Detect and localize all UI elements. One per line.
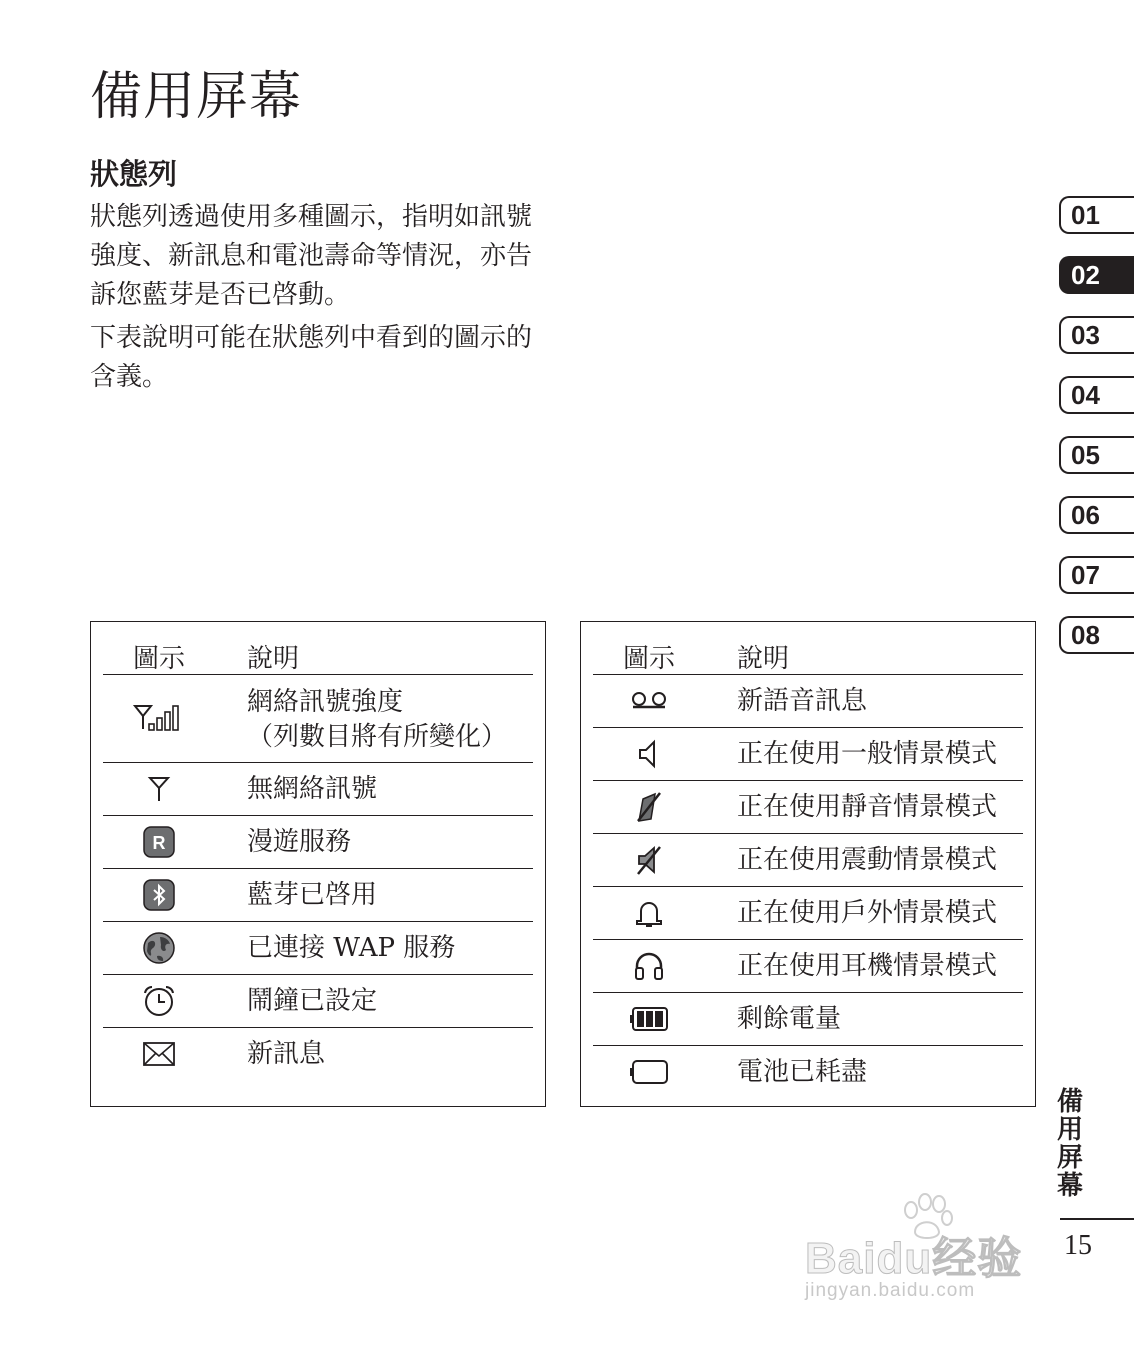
- row-description: 電池已耗盡: [737, 1057, 868, 1087]
- status-icons-table-left: [90, 621, 546, 1107]
- row-description: 鬧鐘已設定: [247, 986, 378, 1016]
- row-description: 網絡訊號強度: [247, 687, 404, 717]
- table-row: [593, 887, 1023, 940]
- table-row: [103, 675, 533, 763]
- row-description: 正在使用震動情景模式: [737, 845, 998, 875]
- roaming-icon: [131, 826, 187, 858]
- intro-paragraph: 狀態列透過使用多種圖示，指明如訊號強度、新訊息和電池壽命等情況，亦告訴您藍芽是否已啓動。: [90, 202, 533, 310]
- table-row: [593, 781, 1023, 834]
- headset-icon: [621, 949, 677, 983]
- chapter-tab-04[interactable]: 04: [1059, 376, 1134, 414]
- chapter-tab-08[interactable]: 08: [1059, 616, 1134, 654]
- table-row: [103, 922, 533, 975]
- row-description: 正在使用一般情景模式: [737, 739, 998, 769]
- table-row: [593, 675, 1023, 728]
- row-description: 無網絡訊號: [247, 774, 378, 804]
- baidu-watermark: [805, 1192, 1065, 1312]
- row-description: 藍芽已啓用: [247, 880, 378, 910]
- row-description: 新訊息: [247, 1039, 326, 1069]
- table-row: [593, 1046, 1023, 1098]
- bluetooth-icon: [131, 879, 187, 911]
- table-row: [103, 763, 533, 816]
- no-signal-icon: [131, 773, 187, 805]
- chapter-vertical-label: 備用屏幕: [1056, 1087, 1083, 1201]
- table-header: [593, 632, 1023, 675]
- alarm-clock-icon: [131, 984, 187, 1018]
- chapter-tab-02[interactable]: 02: [1059, 256, 1134, 294]
- column-header-description: 說明: [247, 644, 300, 674]
- chapter-tab-01[interactable]: 01: [1059, 196, 1134, 234]
- row-description: 漫遊服務: [247, 827, 352, 857]
- page-number: 15: [1064, 1230, 1092, 1261]
- speaker-icon: [621, 737, 677, 771]
- footer-rule: [1060, 1218, 1134, 1220]
- table-row: [103, 816, 533, 869]
- row-description: 新語音訊息: [737, 686, 868, 716]
- signal-strength-icon: [131, 701, 187, 733]
- watermark-url: jingyan.baidu.com: [805, 1280, 976, 1301]
- status-icons-table-right: [580, 621, 1036, 1107]
- envelope-icon: [131, 1038, 187, 1070]
- chapter-tab-07[interactable]: 07: [1059, 556, 1134, 594]
- section-heading: 狀態列: [90, 157, 178, 191]
- page-title: 備用屏幕: [90, 67, 303, 127]
- bell-icon: [621, 896, 677, 930]
- svg-text:R: R: [152, 833, 166, 853]
- chapter-tab-05[interactable]: 05: [1059, 436, 1134, 474]
- chapter-tab-03[interactable]: 03: [1059, 316, 1134, 354]
- table-row: [103, 1028, 533, 1080]
- row-description: 已連接 WAP 服務: [247, 933, 456, 963]
- chapter-tab-06[interactable]: 06: [1059, 496, 1134, 534]
- row-description: 正在使用耳機情景模式: [737, 951, 998, 981]
- table-row: [593, 728, 1023, 781]
- row-description: 正在使用靜音情景模式: [737, 792, 998, 822]
- column-header-icon: 圖示: [133, 644, 186, 674]
- battery-full-icon: [621, 1005, 677, 1033]
- table-row: [593, 993, 1023, 1046]
- row-description: 剩餘電量: [737, 1004, 842, 1034]
- table-row: [103, 869, 533, 922]
- vibrate-icon: [621, 843, 677, 877]
- voicemail-icon: [621, 685, 677, 717]
- silent-icon: [621, 790, 677, 824]
- battery-empty-icon: [621, 1058, 677, 1086]
- column-header-description: 說明: [737, 644, 790, 674]
- row-description: 正在使用戶外情景模式: [737, 898, 998, 928]
- table-row: [593, 834, 1023, 887]
- table-row: [593, 940, 1023, 993]
- table-row: [103, 975, 533, 1028]
- column-header-icon: 圖示: [623, 644, 676, 674]
- row-description-line2: （列數目將有所變化）: [247, 722, 508, 752]
- table-intro-paragraph: 下表說明可能在狀態列中看到的圖示的含義。: [90, 323, 533, 392]
- table-header: [103, 632, 533, 675]
- wap-globe-icon: [131, 931, 187, 965]
- watermark-brand: Baidu经验: [805, 1234, 1023, 1283]
